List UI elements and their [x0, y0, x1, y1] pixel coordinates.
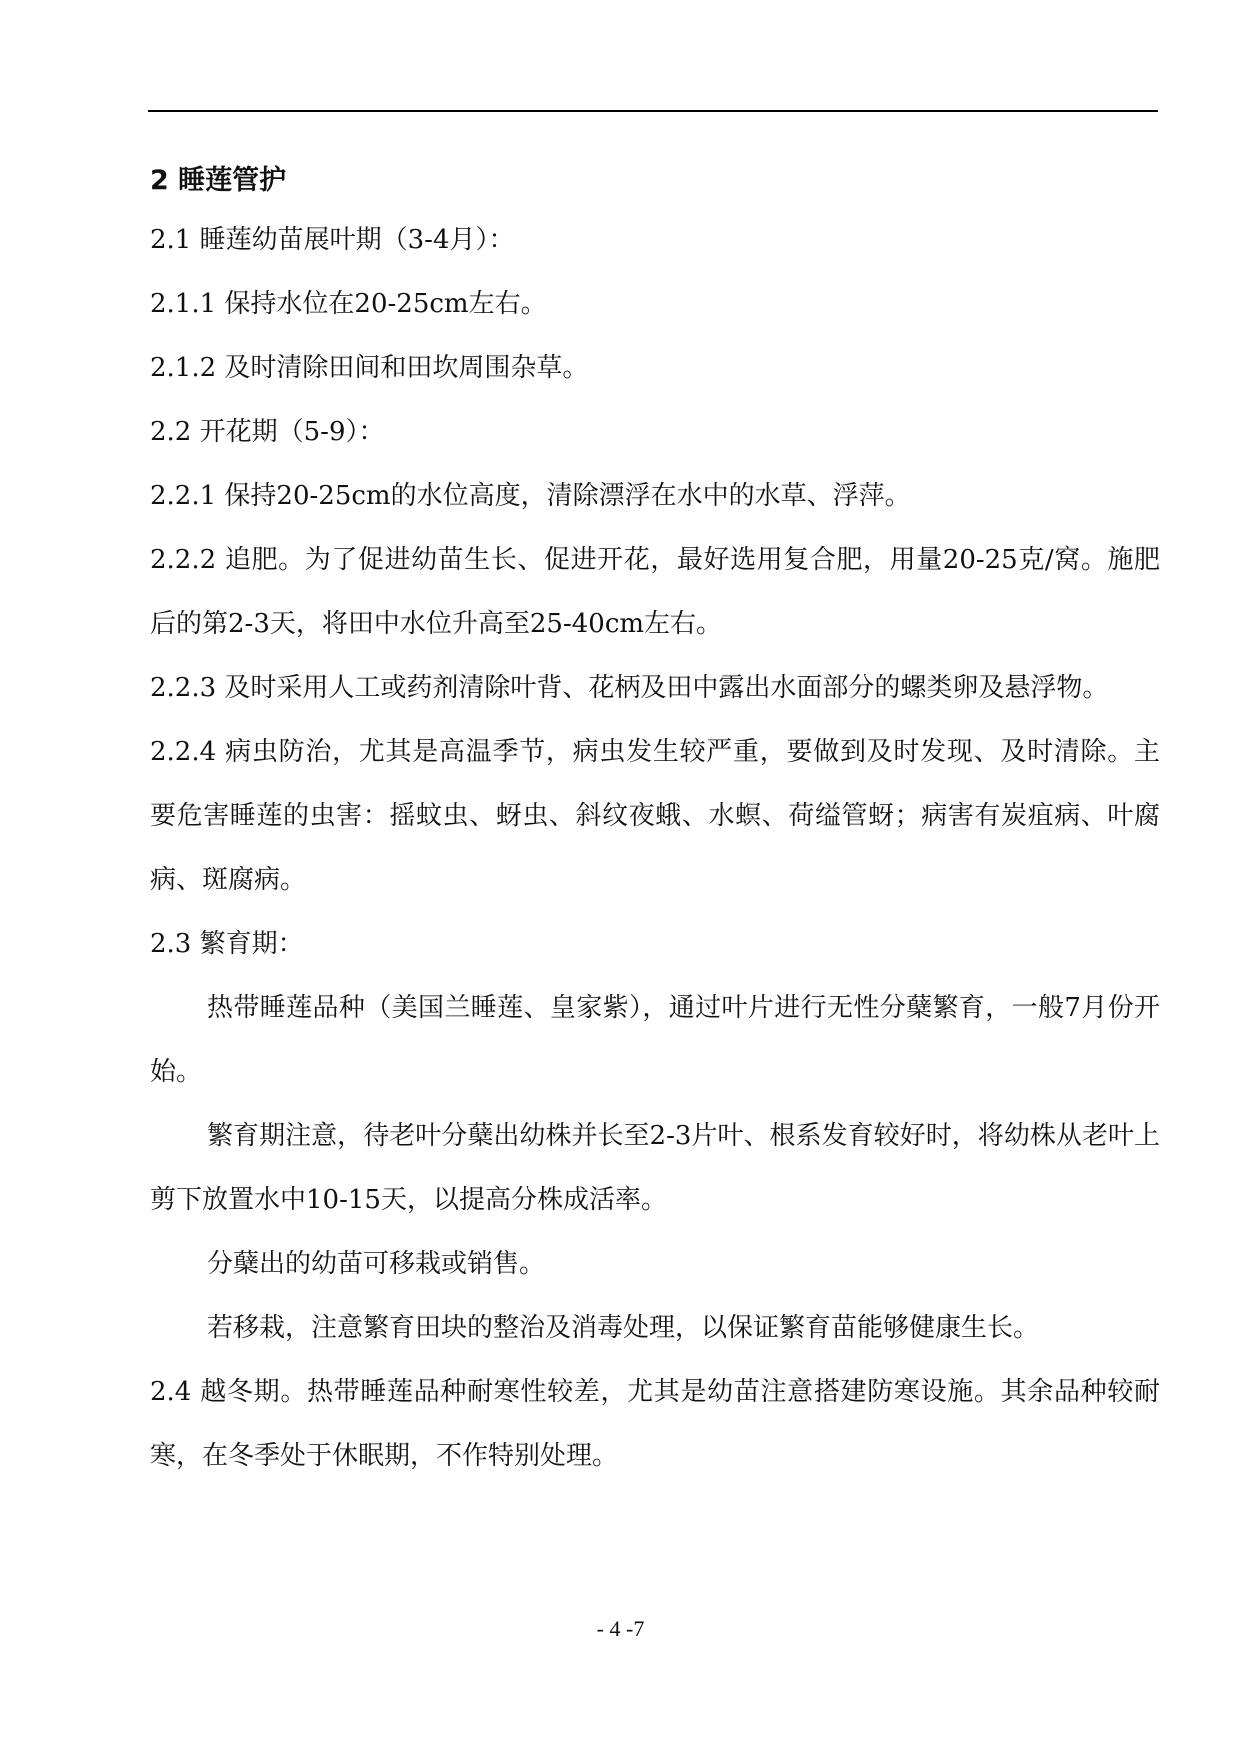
- paragraph-2-3: 2.3 繁育期：: [150, 929, 304, 959]
- paragraph-2-3-notes: 繁育期注意，待老叶分蘖出幼株并长至2-3片叶、根系发育较好时，将幼株从老叶上剪下放置水中10-15天，以提高分株成活率。: [150, 1121, 1160, 1215]
- paragraph-2-3-transplant: 若移栽，注意繁育田块的整治及消毒处理，以保证繁育苗能够健康生长。: [207, 1313, 1040, 1343]
- paragraph-2-2-4: 2.2.4 病虫防治，尤其是高温季节，病虫发生较严重，要做到及时发现、及时清除。主要危害睡莲的虫害：摇蚊虫、蚜虫、斜纹夜蛾、水螟、荷缢管蚜；病害有炭疽病、叶腐病、斑腐病。: [150, 737, 1160, 895]
- paragraph-2-3-varieties: 热带睡莲品种（美国兰睡莲、皇家紫），通过叶片进行无性分蘖繁育，一般7月份开始。: [150, 993, 1160, 1087]
- paragraph-2-3-seedlings: 分蘖出的幼苗可移栽或销售。: [207, 1249, 546, 1279]
- paragraph-2-1-1: 2.1.1 保持水位在20-25cm左右。: [150, 289, 547, 319]
- section-heading: 2 睡莲管护: [150, 165, 287, 196]
- page-number: - 4 -7: [596, 1616, 645, 1641]
- paragraph-2-2-2: 2.2.2 追肥。为了促进幼苗生长、促进开花，最好选用复合肥，用量20-25克/窝。施肥后的第2-3天，将田中水位升高至25-40cm左右。: [150, 545, 1160, 639]
- paragraph-2-2-3: 2.2.3 及时采用人工或药剂清除叶背、花柄及田中露出水面部分的螺类卵及悬浮物。: [150, 673, 1109, 703]
- paragraph-2-2: 2.2 开花期（5-9）：: [150, 417, 385, 447]
- paragraph-2-1: 2.1 睡莲幼苗展叶期（3-4月）：: [150, 225, 515, 255]
- paragraph-2-4: 2.4 越冬期。热带睡莲品种耐寒性较差，尤其是幼苗注意搭建防寒设施。其余品种较耐寒，在冬季处于休眠期，不作特别处理。: [150, 1377, 1160, 1471]
- header-rule: [148, 110, 1158, 112]
- document-body: [150, 154, 1160, 1488]
- paragraph-2-2-1: 2.2.1 保持20-25cm的水位高度，清除漂浮在水中的水草、浮萍。: [150, 481, 911, 511]
- paragraph-2-1-2: 2.1.2 及时清除田间和田坎周围杂草。: [150, 353, 589, 383]
